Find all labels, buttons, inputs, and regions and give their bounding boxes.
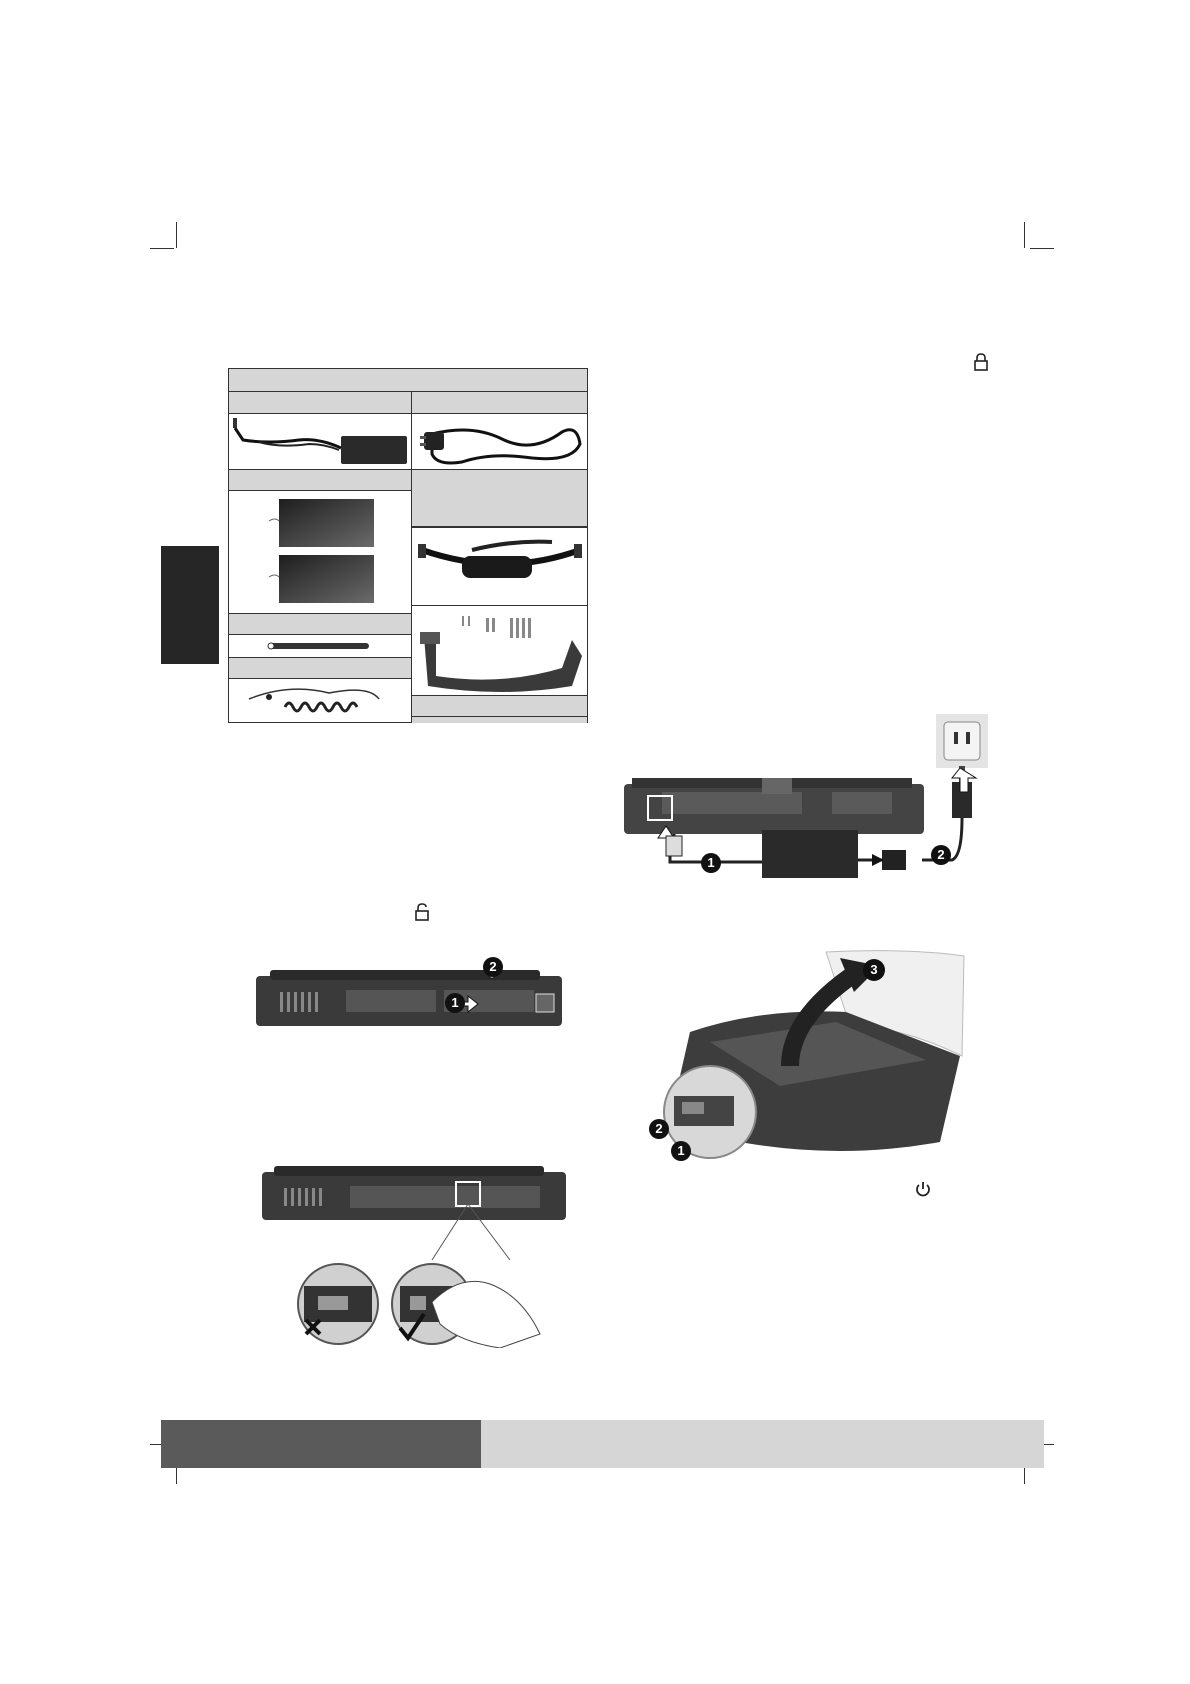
power-cord-image [412, 414, 588, 469]
tether-image-cell [229, 679, 411, 723]
carry-handle-image [412, 606, 588, 696]
crop-mark [176, 222, 177, 248]
table-header-cell [229, 657, 411, 679]
table-header-cell [411, 717, 587, 723]
table-header-cell [229, 469, 411, 491]
svg-text:3: 3 [870, 962, 878, 977]
svg-text:1: 1 [451, 995, 459, 1010]
carry-handle-image-cell [411, 605, 587, 695]
svg-text:2: 2 [655, 1121, 663, 1136]
stylus-tether-image [229, 679, 411, 723]
callout-badge-1 [700, 852, 722, 874]
hand-strap-image [412, 528, 588, 606]
battery-image-cell [229, 491, 411, 613]
table-header-cell [411, 695, 587, 717]
callout-badge-2 [648, 1118, 670, 1140]
stylus-image-cell [229, 635, 411, 657]
ac-adapter-image [229, 414, 411, 469]
callout-badge-3 [862, 958, 886, 982]
table-header-cell [411, 392, 587, 414]
open-lid-figure [640, 946, 972, 1166]
table-header-cell [411, 469, 587, 527]
crop-mark [1030, 248, 1054, 249]
lock-open-icon [414, 902, 430, 922]
crop-mark [1024, 222, 1025, 248]
footer-bar-left [161, 1420, 481, 1468]
power-cord-image-cell [411, 414, 587, 469]
stylus-image [229, 635, 411, 657]
table-header-cell [229, 392, 411, 414]
svg-text:1: 1 [677, 1143, 685, 1158]
hand-strap-image-cell [411, 527, 587, 605]
svg-text:1: 1 [707, 855, 715, 870]
package-contents-table [228, 368, 588, 723]
footer-bar-right [481, 1420, 1044, 1468]
latch-check-figure [260, 1164, 570, 1348]
crop-mark [150, 248, 174, 249]
power-icon [914, 1180, 932, 1198]
chapter-side-tab [161, 546, 219, 664]
ac-adapter-image-cell [229, 414, 411, 469]
table-header-cell [229, 613, 411, 635]
callout-badge-2 [930, 844, 952, 866]
battery-packs-image [229, 491, 411, 613]
callout-badge-1 [670, 1140, 692, 1162]
battery-latch-figure [254, 956, 566, 1032]
table-title-row [229, 369, 587, 392]
svg-text:2: 2 [489, 959, 497, 974]
lock-closed-icon [973, 352, 989, 372]
callout-badge-2 [482, 956, 504, 978]
callout-badge-1 [444, 992, 466, 1014]
svg-text:2: 2 [937, 847, 945, 862]
